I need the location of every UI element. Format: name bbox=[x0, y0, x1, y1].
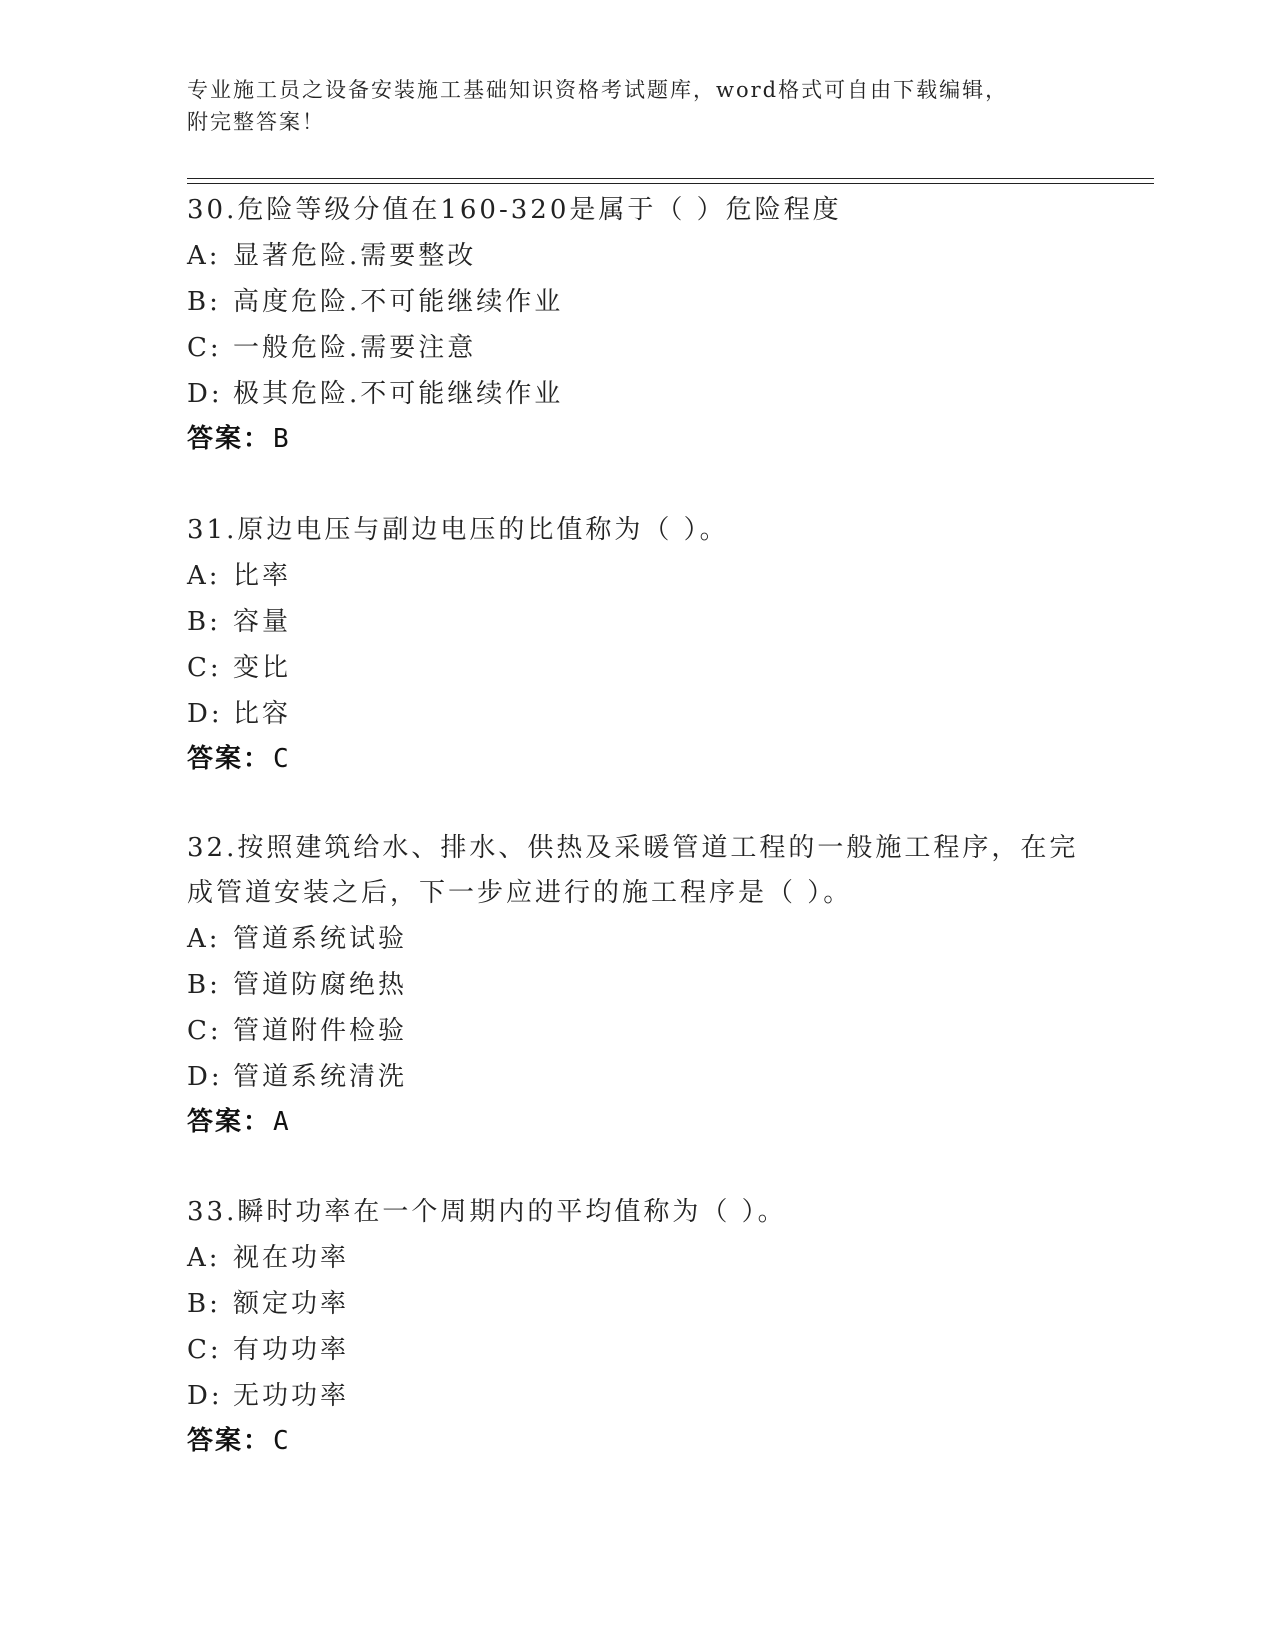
option-c bbox=[187, 1327, 1087, 1373]
option-letter: C: bbox=[187, 1016, 222, 1046]
answer-value: A bbox=[273, 1107, 291, 1137]
option-b bbox=[187, 962, 1087, 1008]
option-text: 有功功率 bbox=[233, 1335, 350, 1365]
header-line-2: 附完整答案！ bbox=[187, 110, 325, 134]
option-text: 变比 bbox=[233, 653, 292, 683]
answer-label: 答案： bbox=[187, 744, 272, 774]
option-letter: B: bbox=[187, 1289, 221, 1319]
option-letter: B: bbox=[187, 970, 221, 1000]
option-text: 管道防腐绝热 bbox=[233, 970, 408, 1000]
option-text: 管道系统试验 bbox=[233, 924, 408, 954]
option-text: 管道系统清洗 bbox=[233, 1062, 408, 1092]
option-letter: A: bbox=[187, 561, 221, 591]
question-stem: 33.瞬时功率在一个周期内的平均值称为（ ）。 bbox=[187, 1197, 787, 1227]
option-d bbox=[187, 371, 1087, 417]
option-text: 极其危险.不可能继续作业 bbox=[233, 379, 564, 409]
question-stem: 30.危险等级分值在160-320是属于（ ）危险程度 bbox=[187, 195, 842, 225]
option-letter: A: bbox=[187, 241, 221, 271]
question-stem: 31.原边电压与副边电压的比值称为（ ）。 bbox=[187, 515, 729, 545]
header-line-1: 专业施工员之设备安装施工基础知识资格考试题库，word格式可自由下载编辑， bbox=[187, 78, 1009, 102]
option-text: 管道附件检验 bbox=[233, 1016, 408, 1046]
option-text: 显著危险.需要整改 bbox=[233, 241, 477, 271]
option-letter: C: bbox=[187, 333, 222, 363]
option-text: 比容 bbox=[233, 699, 292, 729]
header-divider-top bbox=[187, 178, 1154, 179]
option-letter: C: bbox=[187, 1335, 222, 1365]
option-text: 一般危险.需要注意 bbox=[233, 333, 477, 363]
answer-label: 答案： bbox=[187, 424, 272, 454]
option-text: 无功功率 bbox=[233, 1381, 350, 1411]
option-d bbox=[187, 691, 1087, 737]
option-d bbox=[187, 1054, 1087, 1100]
option-c bbox=[187, 1008, 1087, 1054]
question-stem: 32.按照建筑给水、排水、供热及采暖管道工程的一般施工程序，在完 bbox=[187, 833, 1079, 863]
option-letter: B: bbox=[187, 287, 221, 317]
question-33 bbox=[187, 1190, 1087, 1463]
option-d bbox=[187, 1373, 1087, 1419]
option-text: 视在功率 bbox=[233, 1243, 350, 1273]
question-30 bbox=[187, 188, 1087, 461]
answer-line bbox=[187, 417, 1087, 461]
option-letter: B: bbox=[187, 607, 221, 637]
option-a bbox=[187, 1235, 1087, 1281]
option-a bbox=[187, 916, 1087, 962]
answer-line bbox=[187, 737, 1087, 781]
question-stem-continued: 成管道安装之后，下一步应进行的施工程序是（ ）。 bbox=[187, 878, 853, 908]
answer-value: C bbox=[273, 744, 291, 774]
answer-line bbox=[187, 1419, 1087, 1463]
option-b bbox=[187, 1281, 1087, 1327]
option-letter: C: bbox=[187, 653, 222, 683]
question-31 bbox=[187, 508, 1087, 781]
answer-label: 答案： bbox=[187, 1107, 272, 1137]
option-a bbox=[187, 233, 1087, 279]
answer-value: B bbox=[273, 424, 291, 454]
question-32 bbox=[187, 826, 1087, 1144]
option-letter: D: bbox=[187, 379, 223, 409]
option-c bbox=[187, 645, 1087, 691]
answer-label: 答案： bbox=[187, 1426, 272, 1456]
option-letter: D: bbox=[187, 1381, 223, 1411]
option-text: 容量 bbox=[233, 607, 292, 637]
option-c bbox=[187, 325, 1087, 371]
option-a bbox=[187, 553, 1087, 599]
document-header bbox=[187, 74, 1067, 138]
option-b bbox=[187, 599, 1087, 645]
option-letter: A: bbox=[187, 924, 221, 954]
option-b bbox=[187, 279, 1087, 325]
answer-line bbox=[187, 1100, 1087, 1144]
answer-value: C bbox=[273, 1426, 291, 1456]
option-letter: D: bbox=[187, 699, 223, 729]
option-letter: D: bbox=[187, 1062, 223, 1092]
option-letter: A: bbox=[187, 1243, 221, 1273]
option-text: 高度危险.不可能继续作业 bbox=[233, 287, 564, 317]
option-text: 额定功率 bbox=[233, 1289, 350, 1319]
option-text: 比率 bbox=[233, 561, 292, 591]
header-divider-bottom bbox=[187, 183, 1154, 184]
